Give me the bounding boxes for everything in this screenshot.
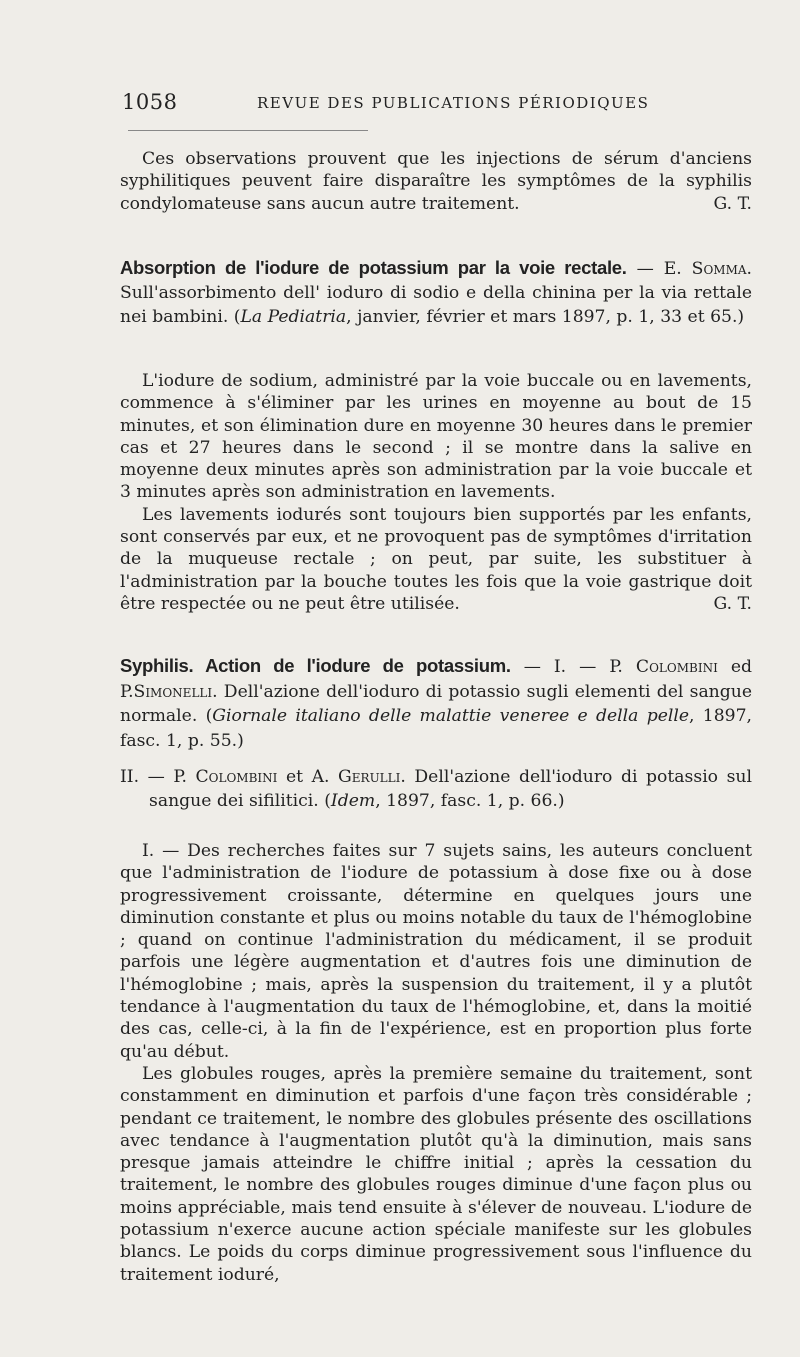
body-text: Les lavements iodurés sont toujours bien supportés par les enfants, sont conservés par eux, et ne provoquent pas de symptômes d'irritation de la muqueuse rectale ; on peut, par suite, les substituer à l'administration par la bouche toutes les fois que la voie gastrique doit être respectée ou ne peut être utilisée. xyxy=(120,504,752,614)
author-joiner: et A. xyxy=(277,767,339,787)
reference-prefix: — I. — P. xyxy=(510,657,636,677)
page-number: 1058 xyxy=(122,90,178,114)
author-joiner: ed P. xyxy=(120,657,752,702)
reference-two xyxy=(120,765,752,813)
citation-text: . Sull'assorbimento dell' ioduro di sodio e della chinina per la via rettale nei bambini. ( xyxy=(120,259,752,327)
reference-end: , 1897, fasc. 1, p. 66.) xyxy=(375,791,565,811)
reference-text: . Dell'azione dell'ioduro di potassio sul sangue dei sifilitici. ( xyxy=(149,767,752,811)
citation-dash: — E. xyxy=(626,259,692,279)
article-syphilis xyxy=(120,654,752,813)
article-heading: Syphilis. Action de l'iodure de potassium. xyxy=(120,655,511,676)
author-name: Somma xyxy=(691,259,747,279)
signature: G. T. xyxy=(713,593,752,614)
intro-text: Ces observations prouvent que les injections de sérum d'anciens syphilitiques peuvent faire disparaître les symptômes de la syphilis condylomateuse sans aucun autre traitement. xyxy=(120,149,752,214)
author-name: Colombini xyxy=(195,767,278,787)
citation-end: , janvier, février et mars 1897, p. 1, 33 et 65.) xyxy=(346,307,745,327)
body-paragraph: L'iodure de sodium, administré par la voie buccale ou en lavements, commence à s'éliminer par les urines en moyenne au bout de 15 minutes, et son élimination dure en moyenne 30 heures dans le premier cas et 27 heures dans le second ; il se montre dans la salive en moyenne deux minutes après son administration par la voie buccale et 3 minutes après son administration en lavements. xyxy=(120,371,752,503)
article-absorption-body xyxy=(120,370,752,615)
article-citation xyxy=(120,256,752,329)
author-name: Colombini xyxy=(635,657,718,677)
reference-text: . Dell'azione dell'ioduro di potassio sugli elementi del sangue normale. ( xyxy=(120,681,752,726)
page-header xyxy=(122,90,762,120)
intro-paragraph xyxy=(120,148,752,215)
body-paragraph: I. — Des recherches faites sur 7 sujets sains, les auteurs concluent que l'administration de l'iodure de potassium à dose fixe ou à dose progressivement croissante, détermine en quelques jours une diminution constante et plus ou moins notable du taux de l'hémoglobine ; quand on continue l'administration du médicament, il se produit parfois une légère augmentation et d'autres fois une diminution de l'hémoglobine ; mais, après la suspension du traitement, il y a plutôt tendance à l'augmentation du taux de l'hémoglobine, et, dans la moitié des cas, celle-ci, à la fin de l'expérience, est en proportion plus forte qu'au début. xyxy=(120,841,752,1062)
signature: G. T. xyxy=(713,193,752,214)
body-paragraph: Les globules rouges, après la première semaine du traitement, sont constamment en diminution et parfois d'une façon très considérable ; pendant ce traitement, le nombre des globules présente des oscillations avec tendance à l'augmentation plutôt qu'à la diminution, mais sans presque jamais atteindre le chiffre initial ; après la cessation du traitement, le nombre des globules rouges diminue d'une façon plus ou moins appréciable, mais tend ensuite à s'élever de nouveau. L'iodure de potassium n'exerce aucune action spéciale manifeste sur les globules blancs. Le poids du corps diminue progressivement sous l'influence du traitement ioduré, xyxy=(120,1063,752,1285)
reference-end: , 1897, fasc. 1, p. 55.) xyxy=(120,706,752,751)
reference-prefix: II. — P. xyxy=(120,767,196,787)
article-absorption xyxy=(120,256,752,329)
author-name: Gerulli xyxy=(338,767,401,787)
journal-title: Giornale italiano delle malattie veneree e della pelle xyxy=(212,706,690,726)
body-paragraph xyxy=(120,504,752,615)
article-syphilis-body xyxy=(120,840,752,1286)
intro-paragraph-block xyxy=(120,148,752,215)
header-rule xyxy=(128,130,368,131)
article-heading: Absorption de l'iodure de potassium par la voie rectale. xyxy=(120,257,627,278)
journal-title: La Pediatria xyxy=(240,307,347,327)
running-title: REVUE DES PUBLICATIONS PÉRIODIQUES xyxy=(257,94,650,112)
journal-title: Idem xyxy=(330,791,376,811)
reference-one xyxy=(120,654,752,753)
author-name: Simonelli xyxy=(133,681,213,702)
